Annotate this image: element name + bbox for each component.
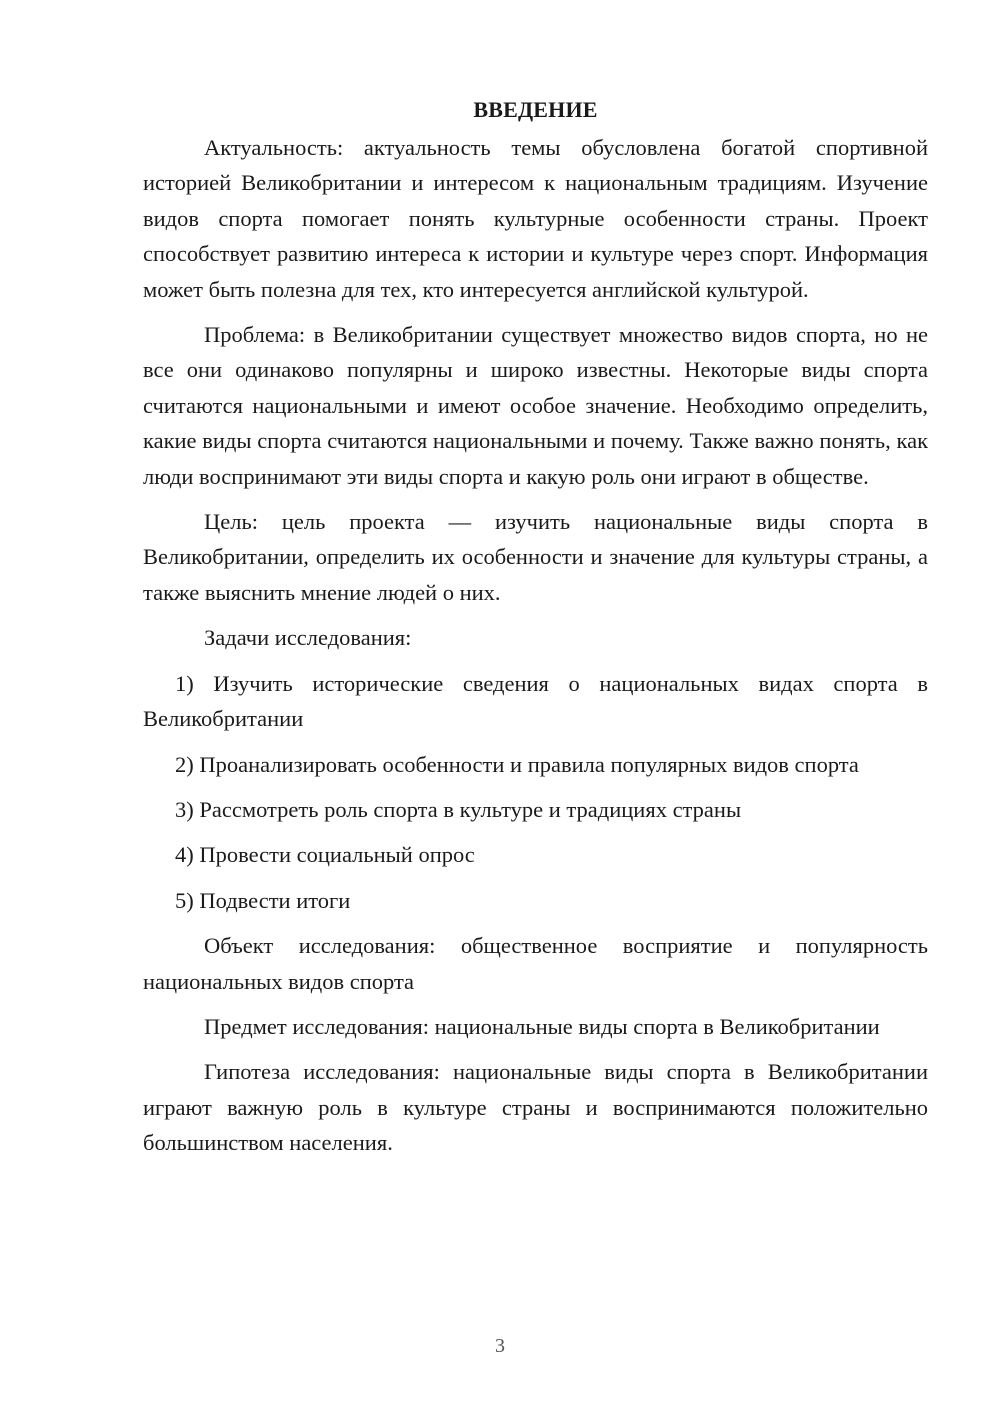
paragraph-problem: Проблема: в Великобритании существует множество видов спорта, но не все они одинаково популярны и широко известны. Некоторые виды спорта считаются национальными и имеют особое значение. Необходимо определить, какие виды спорта считаются национальными и почему. Также важно понять, как люди воспринимают эти виды спорта и какую роль они играют в обществе. [143, 322, 928, 489]
task-item-4: 4) Провести социальный опрос [175, 842, 475, 868]
paragraph-goal: Цель: цель проекта — изучить национальные виды спорта в Великобритании, определить их особенности и значение для культуры страны, а также выяснить мнение людей о них. [143, 509, 928, 605]
task-item-5: 5) Подвести итоги [175, 887, 351, 913]
page-number: 3 [495, 1335, 505, 1357]
tasks-heading: Задачи исследования: [204, 625, 412, 651]
task-item-2: 2) Проанализировать особенности и правила популярных видов спорта [175, 751, 859, 777]
paragraph-relevance: Актуальность: актуальность темы обусловлена богатой спортивной историей Великобритании и интересом к национальным традициям. Изучение видов спорта помогает понять культурные особенности страны. Проект способствует развитию интереса к истории и культуре через спорт. Информация может быть полезна для тех, кто интересуется английской культурой. [143, 135, 928, 302]
paragraph-object: Объект исследования: общественное восприятие и популярность национальных видов спорта [143, 933, 928, 994]
page-title: ВВЕДЕНИЕ [473, 97, 598, 122]
paragraph-hypothesis: Гипотеза исследования: национальные виды спорта в Великобритании играют важную роль в культуре страны и воспринимаются положительно большинством населения. [143, 1059, 928, 1156]
page-content [143, 92, 928, 1171]
task-item-3: 3) Рассмотреть роль спорта в культуре и традициях страны [175, 796, 742, 822]
task-item-1: 1) Изучить исторические сведения о национальных видах спорта в Великобритании [143, 670, 928, 732]
paragraph-subject: Предмет исследования: национальные виды спорта в Великобритании [204, 1013, 880, 1039]
